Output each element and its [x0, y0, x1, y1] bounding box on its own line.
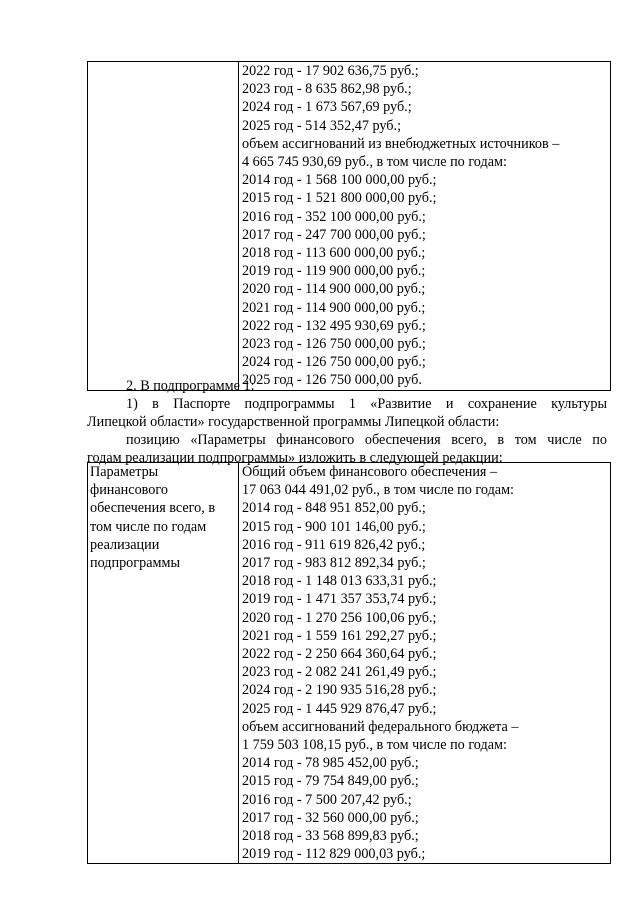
value-line: 2023 год - 8 635 862,98 руб.;: [242, 81, 412, 98]
value-line: 2017 год - 983 812 892,34 руб.;: [242, 555, 426, 572]
value-line: 2022 год - 17 902 636,75 руб.;: [242, 63, 419, 79]
value-line: 2018 год - 1 148 013 633,31 руб.;: [242, 573, 437, 590]
label-line: Параметры: [90, 464, 159, 480]
table-value-cell: [239, 463, 611, 864]
value-line: 2025 год - 126 750 000,00 руб.: [242, 372, 422, 389]
paragraph-subitem-1-line1: 1) в Паспорте подпрограммы 1 «Развитие и сохранение культуры: [126, 396, 607, 412]
label-line: подпрограммы: [90, 555, 180, 572]
value-line: 2016 год - 7 500 207,42 руб.;: [242, 791, 412, 808]
label-line: обеспечения всего, в: [90, 500, 216, 517]
value-line: 2015 год - 900 101 146,00 руб.;: [242, 518, 426, 535]
value-line: 2022 год - 2 250 664 360,64 руб.;: [242, 646, 437, 663]
value-line: 2014 год - 848 951 852,00 руб.;: [242, 500, 426, 517]
value-line: 2015 год - 79 754 849,00 руб.;: [242, 773, 419, 790]
value-line: 4 665 745 930,69 руб., в том числе по годам:: [242, 154, 507, 171]
value-line: 2020 год - 114 900 000,00 руб.;: [242, 281, 426, 298]
value-line: объем ассигнований федерального бюджета –: [242, 718, 519, 735]
table-label-cell: [88, 463, 239, 864]
label-line: финансового: [90, 482, 168, 499]
value-line: 2015 год - 1 521 800 000,00 руб.;: [242, 190, 437, 207]
value-line: 2021 год - 1 559 161 292,27 руб.;: [242, 627, 437, 644]
value-line: 2023 год - 2 082 241 261,49 руб.;: [242, 664, 437, 681]
paragraph-position-line1: позицию «Параметры финансового обеспечения всего, в том числе по: [126, 432, 607, 448]
value-line: 2025 год - 514 352,47 руб.;: [242, 117, 402, 134]
value-line: 2023 год - 126 750 000,00 руб.;: [242, 336, 426, 353]
financing-table-continued: [87, 61, 611, 391]
value-line: объем ассигнований из внебюджетных источников –: [242, 135, 560, 152]
table-value-cell: [239, 62, 611, 391]
table-row: [88, 463, 611, 864]
value-line: 2014 год - 1 568 100 000,00 руб.;: [242, 172, 437, 189]
value-line: 2020 год - 1 270 256 100,06 руб.;: [242, 609, 437, 626]
value-line: 2018 год - 33 568 899,83 руб.;: [242, 828, 419, 845]
value-line: 2018 год - 113 600 000,00 руб.;: [242, 245, 426, 262]
value-line: 2021 год - 114 900 000,00 руб.;: [242, 299, 426, 316]
table-label-cell: [88, 62, 239, 391]
financing-table-new: [87, 462, 611, 864]
value-line: 17 063 044 491,02 руб., в том числе по годам:: [242, 482, 514, 499]
value-line: 2016 год - 352 100 000,00 руб.;: [242, 208, 426, 225]
value-line: 2024 год - 126 750 000,00 руб.;: [242, 354, 426, 371]
paragraph-item-2: 2. В подпрограмме 1:: [126, 378, 255, 394]
value-line: 2024 год - 1 673 567,69 руб.;: [242, 99, 412, 116]
value-line: Общий объем финансового обеспечения –: [242, 464, 498, 480]
value-line: 2024 год - 2 190 935 516,28 руб.;: [242, 682, 437, 699]
table-row: [88, 62, 611, 391]
value-line: 2017 год - 247 700 000,00 руб.;: [242, 226, 426, 243]
value-line: 2017 год - 32 560 000,00 руб.;: [242, 809, 419, 826]
value-line: 2019 год - 112 829 000,03 руб.;: [242, 846, 426, 863]
value-line: 2014 год - 78 985 452,00 руб.;: [242, 755, 419, 772]
value-line: 2016 год - 911 619 826,42 руб.;: [242, 536, 426, 553]
label-line: том числе по годам: [90, 518, 207, 535]
value-line: 2019 год - 119 900 000,00 руб.;: [242, 263, 426, 280]
value-line: 2022 год - 132 495 930,69 руб.;: [242, 317, 426, 334]
paragraph-position-line2: годам реализации подпрограммы» изложить в следующей редакции:: [87, 450, 503, 466]
value-line: 1 759 503 108,15 руб., в том числе по годам:: [242, 737, 507, 754]
paragraph-subitem-1-line2: Липецкой области» государственной программы Липецкой области:: [87, 414, 500, 430]
value-line: 2025 год - 1 445 929 876,47 руб.;: [242, 700, 437, 717]
label-line: реализации: [90, 536, 160, 553]
value-line: 2019 год - 1 471 357 353,74 руб.;: [242, 591, 437, 608]
